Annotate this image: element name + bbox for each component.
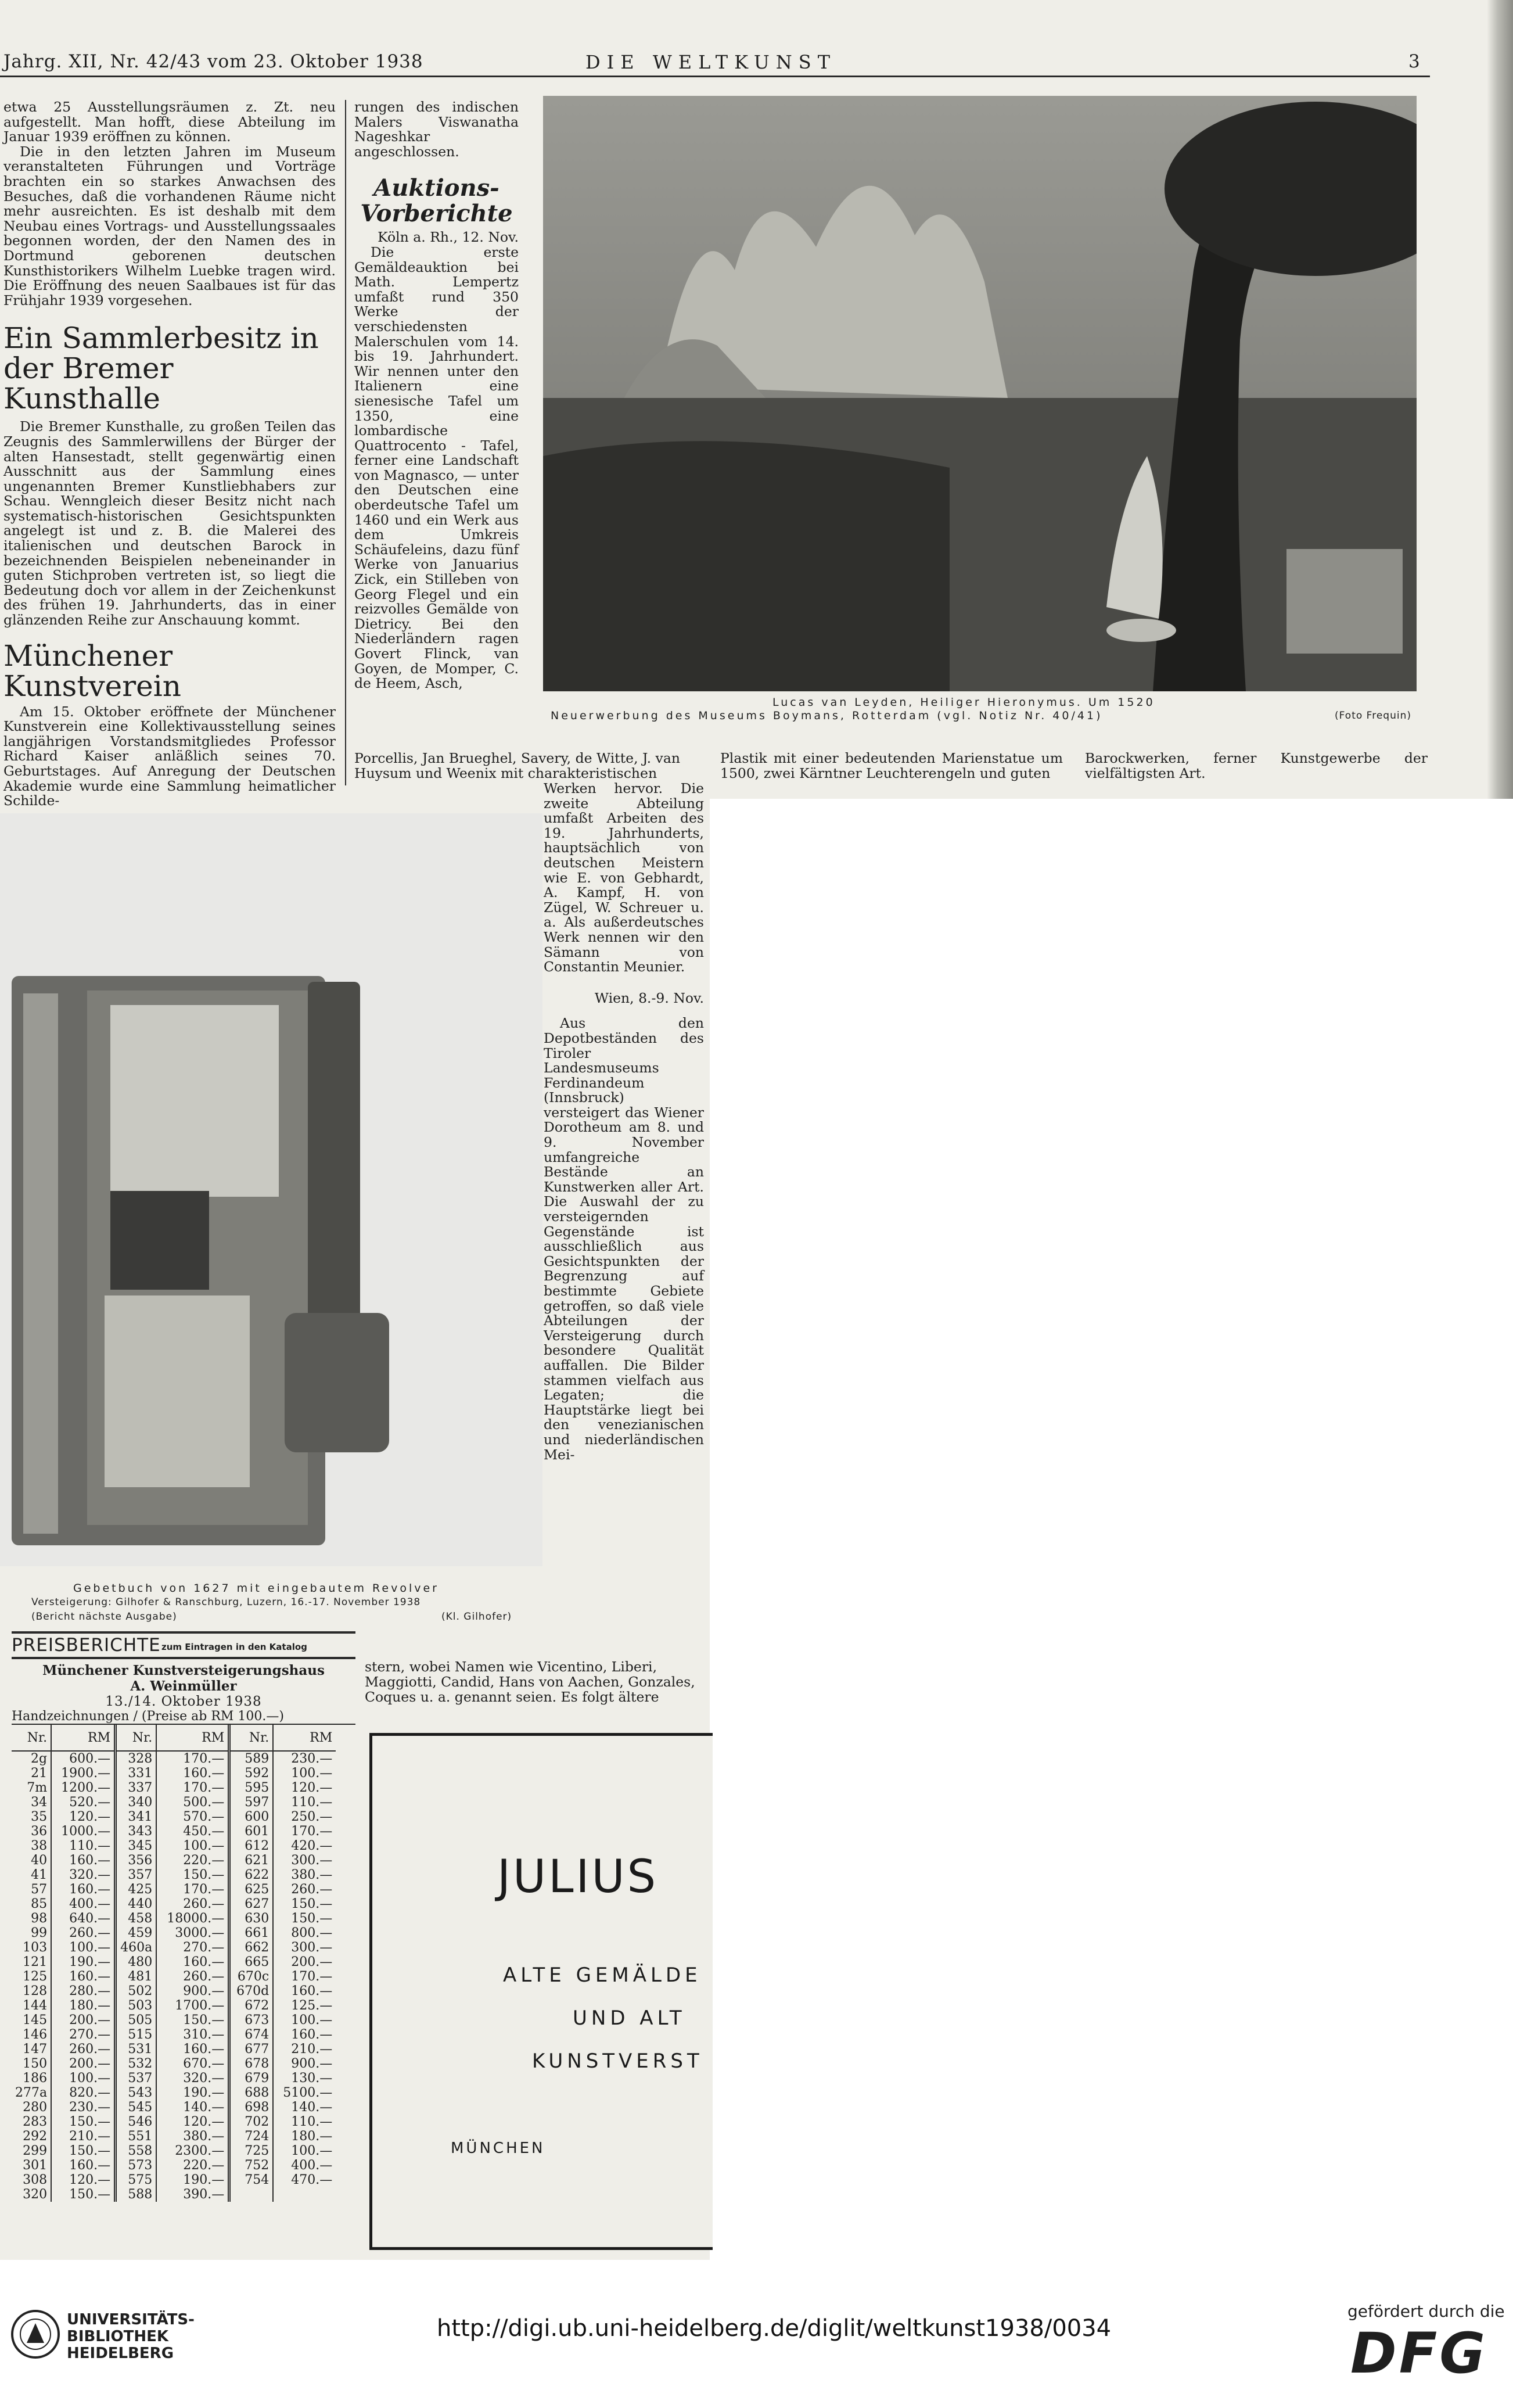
price-value: 100.— [51,1940,116,1955]
table-row [12,1810,336,1824]
lot-number: 588 [116,2187,157,2202]
lot-number: 670c [229,1969,274,1984]
column-2 [354,100,519,691]
auction-date: 13./14. Oktober 1938 [105,1694,262,1709]
lot-number: 146 [12,2027,51,2042]
lot-number: 505 [116,2013,157,2027]
lot-number: 440 [116,1897,157,1911]
lot-number: 21 [12,1766,51,1781]
auction-house-2: A. Weinmüller [130,1678,237,1694]
price-value: 200.— [51,2057,116,2071]
lot-number: 328 [116,1751,157,1766]
price-value: 18000.— [156,1911,229,1926]
col-header-nr: Nr. [116,1725,157,1751]
lot-number: 674 [229,2027,274,2042]
lot-number: 103 [12,1940,51,1955]
painting-credit: (Foto Frequin) [1335,710,1411,722]
price-value: 150.— [291,1897,333,1911]
price-value: 1900.— [51,1766,116,1781]
price-value: 250.— [291,1810,333,1824]
lot-number: 752 [229,2158,274,2173]
lot-number: 145 [12,2013,51,2027]
book-caption-1: Gebetbuch von 1627 mit eingebautem Revolver [73,1582,439,1595]
text-bottom-right-b: Barockwerken, ferner Kunstgewerbe der vielfältigsten Art. [1085,750,1428,781]
col3-wide-3: Coques u. a. genannt seien. Es folgt ältere [365,1689,659,1705]
table-row [12,1940,336,1955]
lot-number: 575 [116,2173,157,2187]
lot-number: 36 [12,1824,51,1839]
table-row [12,2187,336,2202]
lot-number: 678 [229,2057,274,2071]
lot-number: 357 [116,1868,157,1882]
price-value: 120.— [156,2115,229,2129]
col2-wide-line-1: Porcellis, Jan Brueghel, Savery, de Witte, J. van [354,750,680,766]
lot-number: 673 [229,2013,274,2027]
lot-number: 662 [229,1940,274,1955]
col2-place: Köln a. Rh., 12. Nov. [378,229,519,246]
price-value: 100.— [156,1839,229,1853]
headline-munich: Münchener Kunstverein [3,638,181,703]
col3-place: Wien, 8.-9. Nov. [594,989,704,1006]
price-value: 110.— [51,1839,116,1853]
col-header-rm: RM [273,1725,336,1751]
price-value: 140.— [291,2100,333,2115]
price-value: 210.— [291,2042,333,2057]
price-value: 640.— [51,1911,116,1926]
lot-number: 57 [12,1882,51,1897]
table-row [12,1868,336,1882]
price-value: 420.— [291,1839,333,1853]
lot-number: 121 [12,1955,51,1969]
lot-number [229,2187,274,2202]
price-value: 600.— [51,1751,116,1766]
col3-wide-2: Maggiotti, Candid, Hans von Aachen, Gonzales, [365,1674,695,1690]
price-value: 470.— [291,2173,333,2187]
price-value: 120.— [51,2173,116,2187]
price-value: 320.— [51,1868,116,1882]
lot-number: 532 [116,2057,157,2071]
price-value: 170.— [156,1781,229,1795]
lot-number: 600 [229,1810,274,1824]
lot-number: 551 [116,2129,157,2144]
lot-number: 301 [12,2158,51,2173]
lot-number: 40 [12,1853,51,1868]
price-value: 190.— [156,2086,229,2100]
lot-number: 622 [229,1868,274,1882]
price-value: 120.— [291,1781,333,1795]
price-value: 260.— [156,1969,229,1984]
price-value: 160.— [156,2042,229,2057]
table-row [12,2086,336,2100]
table-row [12,2071,336,2086]
table-row [12,1998,336,2013]
price-value: 170.— [156,1751,229,1766]
painting-photo [543,96,1417,691]
lot-number: 612 [229,1839,274,1853]
price-value: 170.— [291,1969,333,1984]
lot-number: 35 [12,1810,51,1824]
price-value [273,2187,336,2202]
price-value: 100.— [51,2071,116,2086]
page-edge-shadow [1487,0,1513,799]
painting-caption-2: Neuerwerbung des Museums Boymans, Rotterdam (vgl. Notiz Nr. 40/41) [551,709,1103,722]
col2-wide-line-2: Huysum und Weenix mit charakteristischen [354,765,657,781]
lot-number: 597 [229,1795,274,1810]
price-value: 170.— [156,1882,229,1897]
library-name-3: HEIDELBERG [67,2345,174,2362]
lot-number: 460a [116,1940,157,1955]
col3-text2: Aus den Depotbeständen des Tiroler Landesmuseums Ferdinandeum (Innsbruck) versteigert das Wiener Dorotheum am 8. und 9. November umfangreiche Bestände an Kunstwerken aller Art. Die Auswahl der zu versteigernden Gegenstände ist ausschließlich aus Gesichtspunkten der Begrenzung auf bestimmte Gebiete getroffen, so daß viele Abteilungen der Versteigerung durch besondere Qualität auffallen. Die Bilder stammen vielfach aus Legaten; die Hauptstärke liegt bei den venezianischen und niederländischen Mei- [544,1015,704,1463]
lot-number: 280 [12,2100,51,2115]
price-value: 210.— [51,2129,116,2144]
price-report-subtitle: zum Eintragen in den Katalog [161,1642,307,1652]
lot-number: 343 [116,1824,157,1839]
painting-image [543,96,1417,691]
library-name-1: UNIVERSITÄTS- [67,2311,195,2328]
lot-number: 573 [116,2158,157,2173]
price-value: 500.— [156,1795,229,1810]
lot-number: 34 [12,1795,51,1810]
column-rule [345,100,346,785]
lot-number: 672 [229,1998,274,2013]
permalink-url[interactable]: http://digi.ub.uni-heidelberg.de/diglit/weltkunst1938/0034 [437,2315,1112,2342]
table-row [12,1955,336,1969]
price-value: 150.— [51,2144,116,2158]
ad-name: JULIUS [497,1851,659,1903]
table-row [12,1766,336,1781]
col1-munich-text: Am 15. Oktober eröffnete der Münchener Kunstverein eine Kollektivausstellung seines langjährigen Vorstandsmitgliedes Professor Richard Kaiser anläßlich seines 70. Geburtstages. Auf Anregung der Deutschen Akademie wurde eine Sammlung heimatlicher Schilde- [3,703,336,809]
text-bottom-right-a: Plastik mit einer bedeutenden Marienstatue um 1500, zwei Kärntner Leuchterengeln und guten [720,750,1063,781]
lot-number: 677 [229,2042,274,2057]
lot-number: 320 [12,2187,51,2202]
table-row [12,1911,336,1926]
price-value: 1700.— [156,1998,229,2013]
lot-number: 277a [12,2086,51,2100]
price-value: 400.— [291,2158,333,2173]
lot-number: 292 [12,2129,51,2144]
price-value: 160.— [291,2027,333,2042]
lot-number: 503 [116,1998,157,2013]
ad-line-kunst: KUNSTVERST [532,2050,703,2073]
lot-number: 595 [229,1781,274,1795]
price-value: 200.— [291,1955,333,1969]
table-row [12,2158,336,2173]
price-value: 180.— [51,1998,116,2013]
price-value: 260.— [156,1897,229,1911]
lot-number: 670d [229,1984,274,1998]
table-row [12,1839,336,1853]
price-value: 100.— [291,2013,333,2027]
price-value: 110.— [291,2115,333,2129]
auction-house: Münchener Kunstversteigerungshaus [42,1663,325,1678]
viewer-footer [0,2260,1513,2408]
price-value: 320.— [156,2071,229,2086]
table-row [12,1969,336,1984]
header-title: DIE WELTKUNST [585,51,837,73]
blank-area [710,799,1513,2260]
price-value: 200.— [51,2013,116,2027]
table-row [12,2042,336,2057]
price-value: 150.— [51,2187,116,2202]
price-value: 180.— [291,2129,333,2144]
price-value: 1200.— [51,1781,116,1795]
lot-number: 340 [116,1795,157,1810]
library-name-2: BIBLIOTHEK [67,2328,169,2345]
table-row [12,1853,336,1868]
lot-number: 331 [116,1766,157,1781]
price-value: 800.— [291,1926,333,1940]
lot-number: 589 [229,1751,274,1766]
price-value: 380.— [156,2129,229,2144]
lot-number: 147 [12,2042,51,2057]
page-number: 3 [1408,51,1421,72]
price-value: 140.— [156,2100,229,2115]
price-value: 380.— [291,1868,333,1882]
lot-number: 627 [229,1897,274,1911]
table-row [12,2057,336,2071]
ad-city: MÜNCHEN [451,2140,545,2157]
lot-number: 337 [116,1781,157,1795]
book-credit: (Kl. Gilhofer) [441,1611,512,1623]
lot-number: 2g [12,1751,51,1766]
price-value: 270.— [156,1940,229,1955]
col-header-nr: Nr. [229,1725,274,1751]
price-value: 260.— [51,1926,116,1940]
lot-number: 543 [116,2086,157,2100]
lot-number: 41 [12,1868,51,1882]
price-value: 120.— [51,1810,116,1824]
lot-number: 601 [229,1824,274,1839]
header-issue: Jahrg. XII, Nr. 42/43 vom 23. Oktober 1938 [3,51,423,72]
price-value: 100.— [291,1766,333,1781]
book-image [0,813,542,1566]
advertisement-box [369,1733,713,2250]
price-value: 670.— [156,2057,229,2071]
lot-number: 725 [229,2144,274,2158]
lot-number: 661 [229,1926,274,1940]
lot-number: 754 [229,2173,274,2187]
price-value: 220.— [156,2158,229,2173]
lot-number: 425 [116,1882,157,1897]
price-value: 300.— [291,1940,333,1955]
lot-number: 38 [12,1839,51,1853]
price-category: Handzeichnungen / (Preise ab RM 100.—) [12,1709,355,1725]
lot-number: 502 [116,1984,157,1998]
price-report-banner [12,1631,355,1659]
section-title-vorberichte: Vorberichte [360,200,513,228]
table-row [12,1926,336,1940]
price-value: 310.— [156,2027,229,2042]
lot-number: 702 [229,2115,274,2129]
lot-number: 356 [116,1853,157,1868]
col3-text1: Werken hervor. Die zweite Abteilung umfaßt Arbeiten des 19. Jahrhunderts, hauptsächlich von deutschen Meistern wie E. von Gebhardt, A. Kampf, H. von Zügel, W. Schreuer u. a. Als außerdeutsches Werk nennen wir den Sämann von Constantin Meunier. [544,780,704,975]
table-row [12,2129,336,2144]
price-value: 160.— [156,1766,229,1781]
price-value: 450.— [156,1824,229,1839]
table-row [12,1795,336,1810]
lot-number: 592 [229,1766,274,1781]
price-value: 160.— [51,1882,116,1897]
table-row [12,1897,336,1911]
book-caption-2: Versteigerung: Gilhofer & Ranschburg, Luzern, 16.-17. November 1938 [31,1596,421,1608]
price-value: 900.— [156,1984,229,1998]
table-row [12,2100,336,2115]
price-value: 160.— [51,1969,116,1984]
price-value: 160.— [156,1955,229,1969]
header-rule [0,76,1430,77]
lot-number: 621 [229,1853,274,1868]
lot-number: 345 [116,1839,157,1853]
lot-number: 545 [116,2100,157,2115]
price-value: 400.— [51,1897,116,1911]
col2-text: Die erste Gemäldeauktion bei Math. Lempertz umfaßt rund 350 Werke der verschiedensten Malerschulen vom 14. bis 19. Jahrhundert. Wir nennen unter den Italienern eine sienesische Tafel um 1350, eine lombardische Quattrocento - Tafel, ferner eine Landschaft von Magnasco, — unter den Deutschen eine oberdeutsche Tafel um 1460 und ein Werk aus dem Umkreis Schäufeleins, dazu fünf Werke von Januarius Zick, ein Stilleben von Georg Flegel und ein reizvolles Gemälde von Dietricy. Bei den Niederländern ragen Govert Flinck, van Goyen, de Momper, C. de Heem, Asch, [354,243,519,692]
lot-number: 283 [12,2115,51,2129]
price-value: 270.— [51,2027,116,2042]
lot-number: 150 [12,2057,51,2071]
col-header-rm: RM [51,1725,116,1751]
lot-number: 698 [229,2100,274,2115]
lot-number: 665 [229,1955,274,1969]
price-value: 150.— [156,2013,229,2027]
painting-caption-1: Lucas van Leyden, Heiliger Hieronymus. Um 1520 [772,696,1155,709]
lot-number: 480 [116,1955,157,1969]
price-table-header [12,1725,336,1751]
lot-number: 186 [12,2071,51,2086]
ad-line-gemaelde: ALTE GEMÄLDE [503,1964,702,1987]
lot-number: 341 [116,1810,157,1824]
price-value: 520.— [51,1795,116,1810]
lot-number: 546 [116,2115,157,2129]
lot-number: 679 [229,2071,274,2086]
col1-bremen-text: Die Bremer Kunsthalle, zu großen Teilen das Zeugnis des Sammlerwillens der Bürger der alten Hansestadt, stellt gegenwärtig einen Ausschnitt aus der Sammlung eines ungenannten Bremer Kunstliebhabers zur Schau. Wenngleich dieser Besitz nicht nach systematisch-historischen Gesichtspunkten angelegt ist und z. B. die Malerei des italienischen und deutschen Barock in bezeichnenden Beispielen nebeneinander in guten Stichproben vertreten ist, so liegt die Bedeutung doch vor allem in der Zeichenkunst des frühen 19. Jahrhunderts, das in einer glänzenden Reihe zur Anschauung kommt. [3,418,336,629]
book-photo [0,813,542,1566]
column-1 [3,100,336,809]
university-seal-icon [10,2309,60,2359]
price-value: 100.— [291,2144,333,2158]
table-row [12,2115,336,2129]
lot-number: 459 [116,1926,157,1940]
lot-number: 531 [116,2042,157,2057]
col-header-rm: RM [156,1725,229,1751]
lot-number: 125 [12,1969,51,1984]
price-value: 260.— [291,1882,333,1897]
table-row [12,2027,336,2042]
headline-bremen: Ein Sammlerbesitz in der Bremer Kunsthalle [3,321,319,416]
price-value: 390.— [156,2187,229,2202]
col1-intro: etwa 25 Ausstellungsräumen z. Zt. neu aufgestellt. Man hofft, diese Abteilung im Januar 1939 eröffnen zu können. [3,99,336,145]
lot-number: 144 [12,1998,51,2013]
table-row [12,1984,336,1998]
price-value: 260.— [51,2042,116,2057]
price-value: 190.— [51,1955,116,1969]
column-3 [544,781,704,1462]
ad-line-und-alt: UND ALT [573,2007,686,2030]
table-row [12,1882,336,1897]
price-value: 230.— [291,1752,333,1766]
price-value: 280.— [51,1984,116,1998]
lot-number: 625 [229,1882,274,1897]
lot-number: 98 [12,1911,51,1926]
col1-intro2: Die in den letzten Jahren im Museum veranstalteten Führungen und Vorträge brachten ein so starkes Anwachsen des Besuches, daß die vorhandenen Räume nicht mehr ausreichten. Es ist deshalb mit dem Neubau eines Vortrags- und Ausstellungssaales begonnen worden, der den Namen des in Dortmund geborenen deutschen Kunsthistorikers Wilhelm Luebke tragen wird. Die Eröffnung des neuen Saalbaues ist für das Frühjahr 1939 vorgesehen. [3,143,336,308]
price-value: 900.— [291,2057,333,2071]
table-row [12,1751,336,1766]
table-row [12,2013,336,2027]
funded-by: gefördert durch die [1347,2302,1505,2321]
price-report-title: PREISBERICHTE [12,1635,161,1656]
price-value: 190.— [156,2173,229,2187]
col3-wide-1: stern, wobei Namen wie Vicentino, Liberi, [365,1659,657,1675]
lot-number: 299 [12,2144,51,2158]
lot-number: 308 [12,2173,51,2187]
price-value: 230.— [51,2100,116,2115]
price-value: 570.— [156,1810,229,1824]
price-value: 220.— [156,1853,229,1868]
lot-number: 515 [116,2027,157,2042]
table-row [12,1781,336,1795]
table-row [12,2173,336,2187]
table-row [12,1824,336,1839]
price-value: 2300.— [156,2144,229,2158]
lot-number: 630 [229,1911,274,1926]
lot-number: 724 [229,2129,274,2144]
lot-number: 7m [12,1781,51,1795]
price-value: 150.— [51,2115,116,2129]
col-header-nr: Nr. [12,1725,51,1751]
price-value: 160.— [51,1853,116,1868]
price-value: 150.— [291,1911,333,1926]
book-caption-3: (Bericht nächste Ausgabe) [31,1611,177,1623]
price-value: 3000.— [156,1926,229,1940]
lot-number: 128 [12,1984,51,1998]
section-title-auktions: Auktions- [373,174,499,202]
col2-intro: rungen des indischen Malers Viswanatha Nageshkar angeschlossen. [354,99,519,160]
lot-number: 85 [12,1897,51,1911]
price-value: 160.— [51,2158,116,2173]
price-value: 170.— [291,1824,333,1839]
price-value: 820.— [51,2086,116,2100]
price-value: 130.— [291,2071,333,2086]
price-value: 5100.— [283,2086,333,2100]
price-table [12,1725,336,2202]
price-report [12,1631,355,2202]
price-value: 150.— [156,1868,229,1882]
lot-number: 99 [12,1926,51,1940]
table-row [12,2144,336,2158]
lot-number: 688 [229,2086,274,2100]
lot-number: 481 [116,1969,157,1984]
price-value: 110.— [291,1795,333,1810]
dfg-logo: DFG [1350,2321,1488,2386]
price-value: 125.— [291,1998,333,2013]
lot-number: 458 [116,1911,157,1926]
price-value: 160.— [291,1984,333,1998]
lot-number: 537 [116,2071,157,2086]
lot-number: 558 [116,2144,157,2158]
price-value: 1000.— [51,1824,116,1839]
price-value: 300.— [291,1853,333,1868]
